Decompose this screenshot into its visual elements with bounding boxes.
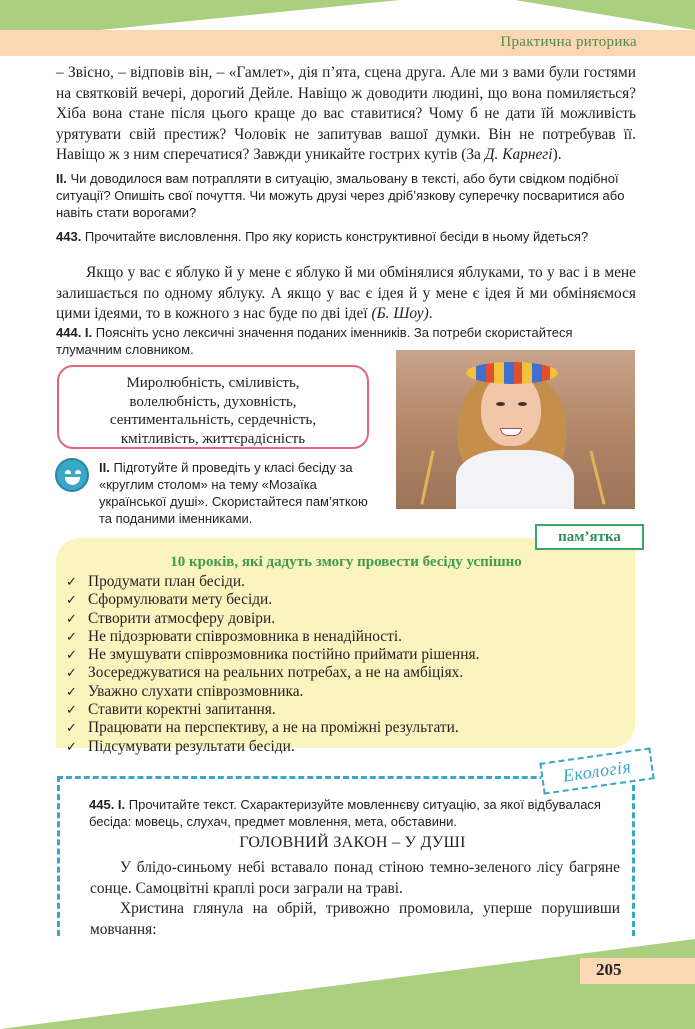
memo-item <box>66 683 635 701</box>
memo-item <box>66 719 635 737</box>
check-mark-icon: ✓ <box>66 666 77 682</box>
memo-item-text: Підсумувати результати бесіди. <box>88 737 295 755</box>
task-443 <box>56 228 636 245</box>
nouns-line: кмітливість, життєрадісність <box>120 430 306 447</box>
memo-item <box>66 591 635 609</box>
memo-item-text: Створити атмосферу довіри. <box>88 609 276 627</box>
memo-item-text: Уважно слухати співрозмовника. <box>88 682 304 700</box>
check-mark-icon: ✓ <box>66 593 77 609</box>
memo-item-text: Сформулювати мету бесіди. <box>88 591 273 609</box>
task-443-text: Прочитайте висловлення. Про яку користь конструктивної бесіди в ньому йдеться? <box>81 229 589 244</box>
photo-wheat-stalk <box>589 450 605 504</box>
ecology-tag: Екологія <box>539 747 654 794</box>
intro-paragraph <box>56 63 636 166</box>
intro-end: ). <box>552 146 562 163</box>
nouns-line: Миролюбність, сміливість, <box>126 375 300 391</box>
photo-eye <box>496 402 505 406</box>
intro-text: – Звісно, – відповів він, – «Гамлет», дія п’ята, сцена друга. Але ми з вами були гостями на святковій вечері, дорогий Дейле. Навіщо ж доводити людині, що вона помиляється? Хіба вона стане після цього краще до вас ставитися? Чому б не дати їй можливість урятувати свій престиж? Чоловік не запитував вашої думки. Він не потребував її. Навіщо ж з ним сперечатися? Завжди уникайте гострих кутів (За <box>56 64 636 163</box>
photo-embroidered-shirt <box>456 450 574 509</box>
shaw-quote-text: Якщо у вас є яблуко й у мене є яблуко й ми обмінялися яблуками, то у вас і в мене залишається по одному яблуку. А якщо у вас є ідея й у мене є ідея й ми обміняємося цими ідеями, то в кожного з нас буде по дві ідеї <box>56 264 636 322</box>
task-444-number: 444. І. <box>56 325 93 340</box>
smiley-eye <box>75 470 81 474</box>
check-mark-icon: ✓ <box>66 629 77 645</box>
girl-with-wreath-photo <box>396 350 635 509</box>
smiley-eye <box>65 470 71 474</box>
memo-item <box>66 701 635 719</box>
task-445-text: Прочитайте текст. Схарактеризуйте мовленнєву ситуацію, за якої відбувалася бесіда: мовець, слухач, предмет мовлення, мета, обставини. <box>89 797 601 829</box>
task-442-part-2-label: ІІ. <box>56 171 67 186</box>
check-mark-icon: ✓ <box>66 648 77 664</box>
photo-wheat-stalk <box>420 450 434 504</box>
task-442-part-2-text: Чи доводилося вам потрапляти в ситуацію, змальовану в тексті, або бути свідком подібної ситуації? Опишіть свої почуття. Чи можуть друзі через дріб’язкову суперечку посваритися або навіть стати ворогами? <box>56 171 625 220</box>
task-444-text: Поясніть усно лексичні значення поданих іменників. За потреби скористайтеся тлумачним словником. <box>56 325 573 357</box>
task-445-number: 445. І. <box>89 797 126 812</box>
memo-item <box>66 646 635 664</box>
task-443-number: 443. <box>56 229 82 244</box>
memo-list <box>66 573 635 756</box>
photo-eye <box>518 402 527 406</box>
memo-item-text: Продумати план бесіди. <box>88 573 245 590</box>
check-mark-icon: ✓ <box>66 739 77 755</box>
task-444-part-2 <box>99 459 381 527</box>
task-444-part-2-label: ІІ. <box>99 460 110 475</box>
memo-item <box>66 738 635 756</box>
intro-author: Д. Карнегі <box>484 146 553 163</box>
check-mark-icon: ✓ <box>66 703 77 719</box>
nouns-line: волелюбність, духовність, <box>129 393 297 410</box>
memo-item <box>66 610 635 628</box>
task-444-part-2-text: Підготуйте й проведіть у класі бесіду за «круглим столом» на тему «Мозаїка української душі». Скористайтеся пам’яткою та поданими іменниками. <box>99 460 368 526</box>
memo-item-text: Працювати на перспективу, а не на проміжні результати. <box>88 719 459 737</box>
shaw-quote-end: . <box>428 305 433 322</box>
top-right-green-decoration <box>515 0 695 30</box>
check-mark-icon: ✓ <box>66 575 77 590</box>
memo-item <box>66 573 635 591</box>
memo-item-text: Не змушувати співрозмовника постійно приймати рішення. <box>88 646 480 664</box>
shaw-quote-author: (Б. Шоу) <box>371 305 429 322</box>
check-mark-icon: ✓ <box>66 684 77 700</box>
check-mark-icon: ✓ <box>66 721 77 737</box>
memo-item <box>66 628 635 646</box>
story-paragraph: У блідо-синьому небі вставало понад стіною темно-зеленого лісу багряне сонце. Самоцвітні краплі роси заграли на траві. <box>90 859 620 897</box>
page-number: 205 <box>596 960 622 979</box>
story-paragraph: Христина глянула на обрій, тривожно промовила, уперше порушивши мовчання: <box>90 900 620 938</box>
task-442-part-2 <box>56 170 636 221</box>
running-header-title: Практична риторика <box>500 34 637 50</box>
memo-item <box>66 664 635 682</box>
task-445 <box>89 796 614 830</box>
memo-title: 10 кроків, які дадуть змогу провести бесіду успішно <box>170 554 522 570</box>
smiley-face-icon <box>55 458 89 492</box>
shaw-quote <box>56 263 636 325</box>
smiley-mouth <box>65 477 80 485</box>
nouns-box <box>57 365 369 449</box>
photo-flower-wreath <box>466 362 558 384</box>
memo-item-text: Зосереджуватися на реальних потребах, а не на амбіціях. <box>88 664 464 682</box>
memo-tag: пам’ятка <box>535 524 644 550</box>
memo-item-text: Ставити коректні запитання. <box>88 701 276 719</box>
memo-item-text: Не підозрювати співрозмовника в ненадійності. <box>88 627 402 645</box>
bottom-green-decoration <box>0 939 695 1029</box>
check-mark-icon: ✓ <box>66 611 77 627</box>
nouns-line: сентиментальність, сердечність, <box>109 412 317 428</box>
story-title: ГОЛОВНИЙ ЗАКОН – У ДУШІ <box>239 834 466 851</box>
story-text <box>90 858 620 940</box>
memo-box <box>56 538 635 755</box>
